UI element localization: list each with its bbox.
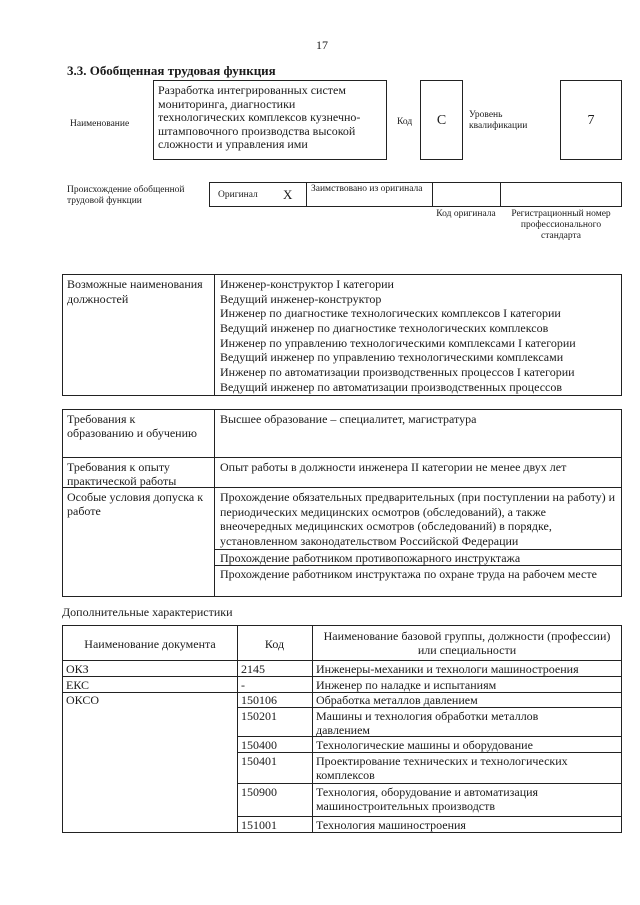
- level-value: 7: [587, 113, 595, 128]
- row-name: Проектирование технических и технологических комплексов: [316, 754, 568, 782]
- row-name: Машины и технология обработки металлов давлением: [316, 709, 539, 737]
- page-number: 17: [316, 38, 328, 52]
- position-item: Ведущий инженер по диагностике технологических комплексов: [220, 321, 549, 336]
- original-label: Оригинал: [218, 190, 258, 200]
- origin-label: Происхождение обобщенной трудовой функции: [67, 185, 185, 206]
- experience-value: Опыт работы в должности инженера II категории не менее двух лет: [220, 460, 567, 474]
- code-value: C: [436, 113, 447, 128]
- name-label: Наименование: [70, 119, 130, 129]
- position-item: Инженер по управлению технологическими комплексами I категории: [220, 335, 576, 350]
- row-code: 150400: [241, 738, 277, 752]
- row-code: 150106: [241, 693, 277, 707]
- reg-number-caption: Регистрационный номер профессионального стандарта: [511, 209, 611, 241]
- row-name: Инженер по наладке и испытаниям: [316, 678, 497, 692]
- code-of-original-caption: Код оригинала: [436, 209, 496, 219]
- row-name: Обработка металлов давлением: [316, 693, 478, 707]
- row-name: Технология, оборудование и автоматизация машиностроительных производств: [316, 785, 539, 813]
- condition-item: Прохождение работником инструктажа по охране труда на рабочем месте: [220, 567, 597, 581]
- col-name-header: Наименование базовой группы, должности (профессии) или специальности: [323, 629, 611, 657]
- conditions-label: Особые условия допуска к работе: [67, 490, 204, 518]
- row-doc: ОКСО: [66, 693, 100, 707]
- row-code: 2145: [241, 662, 265, 676]
- row-code: -: [241, 678, 245, 692]
- row-code: 150201: [241, 709, 277, 723]
- position-item: Ведущий инженер по управлению технологическими комплексами: [220, 350, 564, 365]
- origin-table: [209, 182, 622, 207]
- requirements-table: [62, 409, 622, 597]
- section-title: 3.3. Обобщенная трудовая функция: [67, 63, 276, 78]
- name-value-box: [153, 80, 387, 160]
- level-label: Уровень квалификации: [469, 110, 528, 131]
- positions-list: [220, 277, 620, 395]
- additional-title: Дополнительные характеристики: [62, 605, 233, 619]
- row-name: Технологические машины и оборудование: [316, 738, 533, 752]
- code-label: Код: [397, 117, 413, 127]
- position-item: Инженер по диагностике технологических комплексов I категории: [220, 306, 561, 321]
- row-code: 151001: [241, 818, 277, 832]
- level-value-box: [560, 80, 622, 160]
- col-doc-header: Наименование документа: [84, 637, 216, 651]
- row-name: Инженеры-механики и технологи машиностроения: [316, 662, 579, 676]
- row-code: 150401: [241, 754, 277, 768]
- borrowed-label: Заимствовано из оригинала: [311, 184, 423, 194]
- experience-label: Требования к опыту практической работы: [67, 460, 177, 488]
- row-doc: ОКЗ: [66, 662, 89, 676]
- positions-table: [62, 274, 622, 396]
- row-code: 150900: [241, 785, 277, 799]
- position-item: Ведущий инженер-конструктор: [220, 291, 382, 306]
- code-value-box: [420, 80, 463, 160]
- name-value: Разработка интегрированных систем мониторинга, диагностики технологических комплексов кузнечно-штамповочного производства высокой сложности и управления ими: [158, 83, 361, 152]
- education-value: Высшее образование – специалитет, магистратура: [220, 412, 477, 426]
- position-item: Инженер по автоматизации производственных процессов I категории: [220, 365, 575, 380]
- position-item: Инженер-конструктор I категории: [220, 277, 394, 291]
- additional-table: [62, 625, 622, 833]
- col-code-header: Код: [264, 637, 285, 651]
- condition-item: Прохождение работником противопожарного инструктажа: [220, 551, 521, 565]
- row-doc: ЕКС: [66, 678, 90, 692]
- position-item: Ведущий инженер по автоматизации производственных процессов: [220, 379, 563, 394]
- original-mark: X: [283, 187, 293, 202]
- condition-item: Прохождение обязательных предварительных (при поступлении на работу) и периодических медицинских осмотров (обследований), а также внеочередных медицинских осмотров (обследований) в порядке, установленном законодательством Российской Федерации: [220, 490, 616, 549]
- positions-label: Возможные наименования должностей: [67, 277, 203, 306]
- education-label: Требования к образованию и обучению: [67, 412, 197, 440]
- row-name: Технология машиностроения: [316, 818, 466, 832]
